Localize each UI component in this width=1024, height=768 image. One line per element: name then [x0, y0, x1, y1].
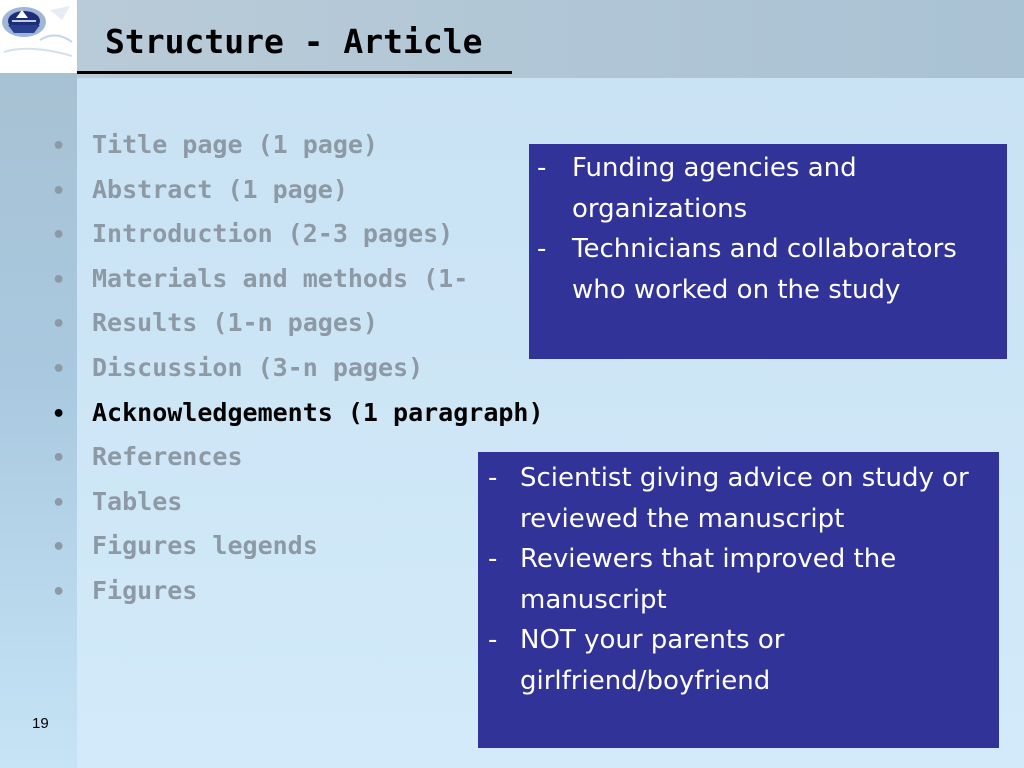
bullet-marker: •: [52, 178, 66, 204]
note-item: [537, 148, 997, 229]
note-item-text: Scientist giving advice on study or reviewed the manuscript: [520, 463, 969, 534]
note-item: [488, 458, 989, 539]
bullet-marker: •: [52, 401, 66, 427]
bullet-marker: •: [52, 134, 66, 159]
title-underline: [77, 71, 512, 74]
slide-title: Structure - Article: [105, 22, 483, 61]
list-item-label: Title page (1 page): [92, 130, 378, 159]
list-item: [52, 308, 544, 353]
list-item-label: Discussion (3-n pages): [92, 352, 424, 382]
bullet-marker: •: [52, 579, 66, 605]
note-item-marker: -: [488, 625, 498, 655]
bullet-marker: •: [52, 356, 66, 382]
note-item-marker: -: [537, 234, 547, 264]
bullet-marker: •: [52, 312, 66, 338]
note-item-text: NOT your parents or girlfriend/boyfriend: [520, 625, 785, 696]
list-item-label: References: [92, 442, 243, 472]
list-item: [52, 130, 544, 175]
list-item-label: Figures: [92, 575, 198, 605]
list-item: [52, 353, 544, 398]
note-item-text: Funding agencies and organizations: [572, 153, 857, 224]
list-item-label: Introduction (2-3 pages): [92, 219, 454, 249]
ship-logo-icon: [0, 0, 77, 73]
list-item: [52, 531, 544, 576]
note-item-text: Reviewers that improved the manuscript: [520, 544, 897, 615]
list-item: [52, 442, 544, 487]
list-item: [52, 175, 544, 220]
bullet-list: [52, 130, 544, 621]
list-item-label: Acknowledgements (1 paragraph): [92, 397, 544, 427]
list-item: [52, 219, 544, 264]
list-item-label: Figures legends: [92, 531, 318, 561]
slide-number: 19: [32, 715, 49, 732]
note-item: [488, 539, 989, 620]
list-item: [52, 398, 544, 443]
note-item: [537, 229, 997, 310]
bullet-marker: •: [52, 490, 66, 516]
list-item-label: Abstract (1 page): [92, 174, 348, 204]
note-item: [488, 620, 989, 701]
note-item-marker: -: [488, 463, 498, 493]
acknowledgement-note-advisors: [478, 452, 999, 748]
note-item-marker: -: [537, 153, 547, 183]
bullet-marker: •: [52, 535, 66, 561]
list-item: [52, 487, 544, 532]
note-item-text: Technicians and collaborators who worked on the study: [572, 234, 957, 305]
list-item-label: Materials and methods (1-: [92, 263, 469, 293]
note-item-marker: -: [488, 544, 498, 574]
list-item-label: Tables: [92, 486, 183, 516]
bullet-marker: •: [52, 223, 66, 249]
list-item: [52, 576, 544, 621]
list-item: [52, 264, 544, 309]
acknowledgement-note-funding: [529, 144, 1007, 359]
bullet-marker: •: [52, 446, 66, 472]
list-item-label: Results (1-n pages): [92, 308, 378, 338]
bullet-marker: •: [52, 267, 66, 293]
